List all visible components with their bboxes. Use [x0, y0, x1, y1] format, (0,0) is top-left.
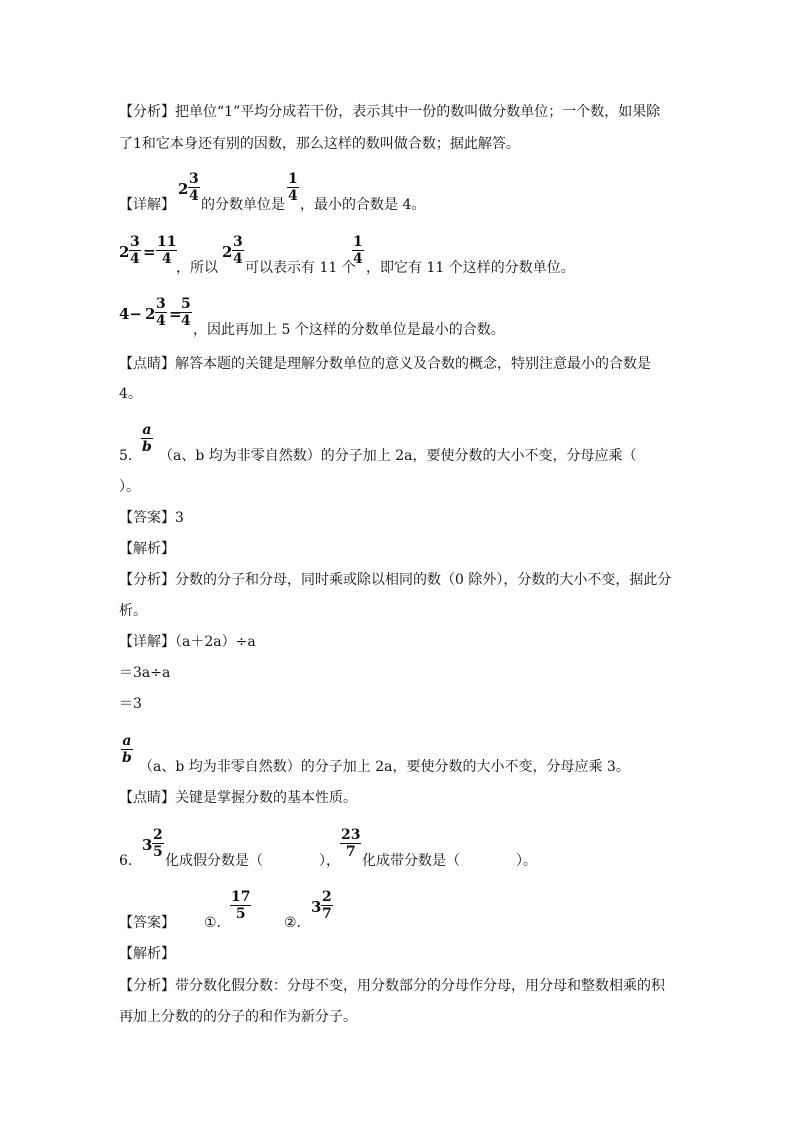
eq1-mixed-fraction-2: $\frac{3}{4}$	[233, 234, 243, 267]
unit-fraction: $\frac{1}{4}$	[288, 171, 298, 204]
eq1-text-2: 可以表示有 11 个	[245, 260, 356, 276]
q6-text-2: 化成带分数是（ ）。	[362, 853, 537, 869]
eq1-equals: =	[143, 243, 156, 261]
q6-improper-fraction: $\frac{23}{7}$	[341, 827, 361, 860]
q6-number: 6.	[119, 853, 133, 869]
eq1-text-1: ，所以	[176, 260, 218, 276]
q6-answer-1-fraction: $\frac{17}{5}$	[231, 889, 251, 922]
q5-fraction: $\frac{a}{b}$	[142, 422, 152, 455]
eq1-unit-fraction: $\frac{1}{4}$	[353, 234, 363, 267]
q6-text-1: 化成假分数是（ ），	[165, 853, 340, 869]
q5-tip: 【点睛】关键是掌握分数的基本性质。	[119, 790, 357, 806]
eq1-whole: 2	[119, 243, 130, 261]
q5-conclusion-text: （a、b 均为非零自然数）的分子加上 2a，要使分数的大小不变，分母应乘 3。	[139, 759, 630, 775]
q5-number: 5.	[119, 448, 133, 464]
tip-line-1: 【点睛】解答本题的关键是理解分数单位的意义及合数的概念，特别注意最小的合数是	[119, 356, 651, 372]
analysis-line-2: 了1和它本身还有别的因数，那么这样的数叫做合数；据此解答。	[119, 136, 520, 152]
detail-text-2: ，最小的合数是 4。	[300, 197, 426, 213]
mixed-whole: 2	[178, 180, 189, 198]
q6-answer-label: 【答案】	[119, 915, 175, 931]
q5-detail-line-3: ＝3	[119, 696, 142, 712]
q5-text: （a、b 均为非零自然数）的分子加上 2a，要使分数的大小不变，分母应乘（	[159, 448, 637, 464]
q6-analysis-line-2: 再加上分数的的分子的和作为新分子。	[119, 1009, 357, 1025]
detail-text-1: 的分数单位是	[201, 197, 285, 213]
eq2-text: ，因此再加上 5 个这样的分数单位是最小的合数。	[193, 322, 505, 338]
eq1-text-3: ，即它有 11 个这样的分数单位。	[366, 260, 575, 276]
q5-answer: 【答案】3	[119, 510, 184, 526]
eq2-lhs: 4−	[119, 305, 143, 323]
q6-mixed-fraction: $\frac{2}{5}$	[153, 827, 163, 860]
eq1-whole-2: 2	[222, 243, 233, 261]
detail-label: 【详解】	[119, 197, 175, 213]
q5-analysis-label: 【解析】	[119, 541, 175, 557]
q6-answer-1-marker: ①.	[204, 915, 222, 931]
q5-detail-line-1: 【详解】（a＋2a）÷a	[119, 634, 256, 650]
q5-analysis-line-1: 【分析】分数的分子和分母，同时乘或除以相同的数（0 除外），分数的大小不变，据此分	[119, 572, 672, 588]
analysis-line-1: 【分析】把单位“1”平均分成若干份，表示其中一份的数叫做分数单位；一个数，如果除	[119, 104, 661, 120]
q5-conclusion-fraction: $\frac{a}{b}$	[122, 733, 132, 766]
tip-line-2: 4。	[119, 386, 142, 402]
q6-mixed-whole: 3	[142, 836, 153, 854]
q6-answer-2-marker: ②.	[284, 915, 302, 931]
eq1-improper-fraction: $\frac{11}{4}$	[157, 234, 177, 267]
eq2-mixed-fraction: $\frac{3}{4}$	[156, 296, 166, 329]
q5-detail-line-2: ＝3a÷a	[119, 665, 171, 681]
eq2-whole: 2	[145, 305, 156, 323]
q5-analysis-line-2: 析。	[119, 603, 147, 619]
eq1-mixed-fraction: $\frac{3}{4}$	[130, 234, 140, 267]
q6-analysis-line-1: 【分析】带分数化假分数：分母不变，用分数部分的分母作分母，用分母和整数相乘的积	[119, 978, 665, 994]
eq2-result-fraction: $\frac{5}{4}$	[181, 296, 191, 329]
q5-text-line-2: ）。	[119, 479, 140, 495]
mixed-fraction: $\frac{3}{4}$	[189, 171, 199, 204]
eq2-equals: =	[169, 305, 182, 323]
q6-analysis-label: 【解析】	[119, 946, 175, 962]
q6-answer-2-fraction: $\frac{2}{7}$	[322, 889, 332, 922]
q6-answer-2-whole: 3	[311, 898, 322, 916]
